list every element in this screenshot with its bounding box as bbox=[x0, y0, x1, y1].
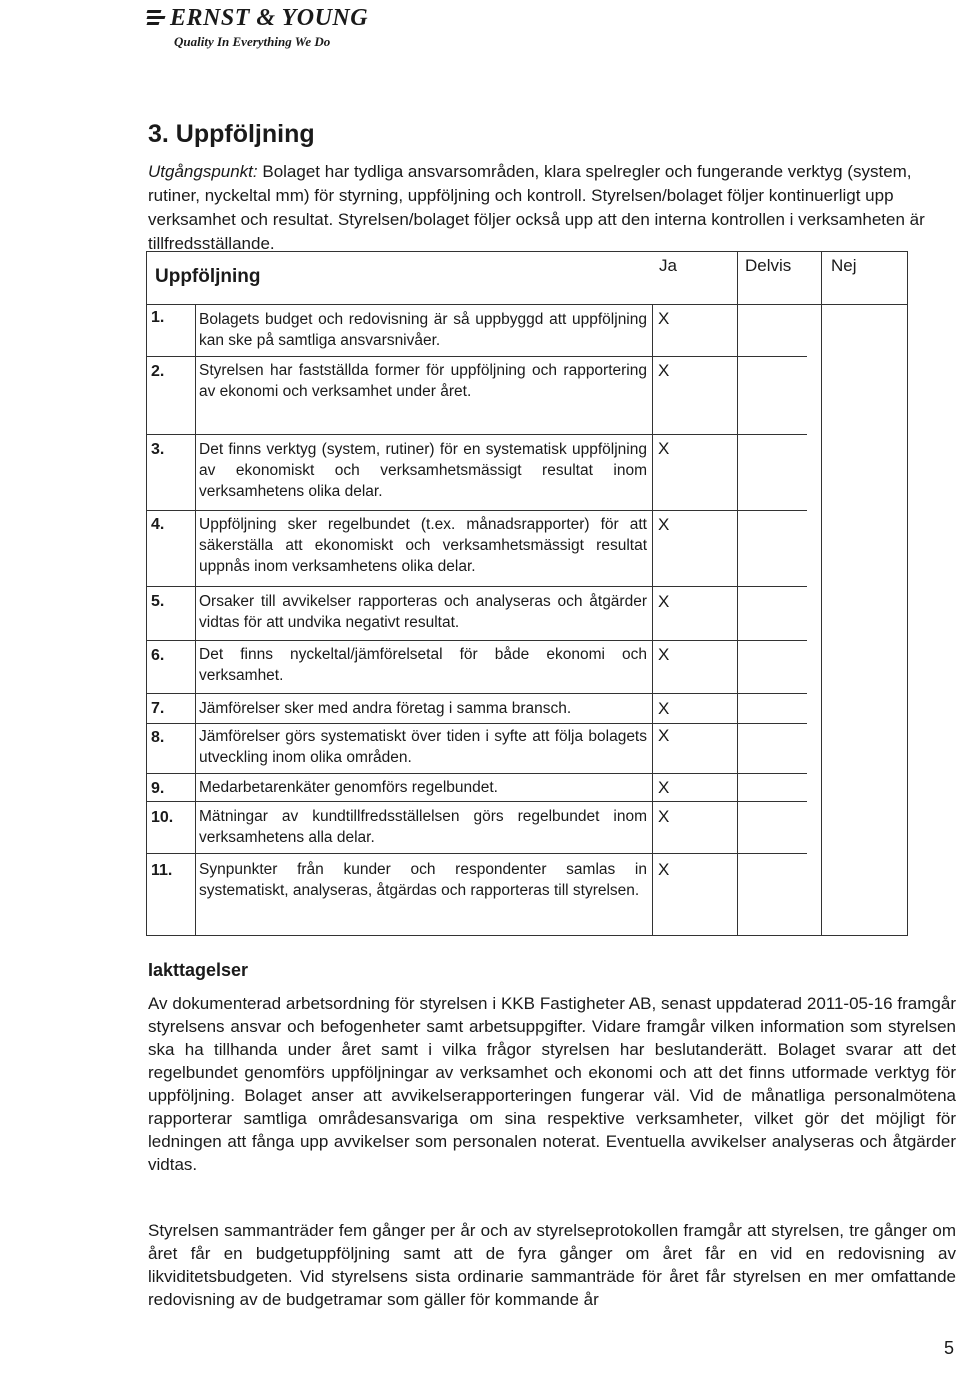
row-text: Medarbetarenkäter genomförs regelbundet. bbox=[199, 779, 498, 796]
row-separator bbox=[147, 723, 807, 724]
header-separator bbox=[147, 304, 907, 305]
row-text: Jämförelser sker med andra företag i samma bransch. bbox=[199, 700, 572, 717]
page-number: 5 bbox=[943, 1338, 954, 1358]
row-number: 1. bbox=[151, 309, 165, 326]
row-mark-ja: X bbox=[658, 645, 670, 664]
row-separator bbox=[147, 356, 807, 357]
row-text: Styrelsen har fastställda former för uppföljning och rapportering av ekonomi och verksamhet under året. bbox=[199, 362, 647, 400]
row-mark-ja: X bbox=[658, 309, 670, 328]
column-header-ja: Ja bbox=[659, 256, 677, 275]
text-column-divider bbox=[652, 304, 653, 935]
row-separator bbox=[147, 693, 807, 694]
row-mark-ja: X bbox=[658, 860, 670, 879]
observations-title: Iakttagelser bbox=[148, 960, 249, 980]
checklist-table bbox=[146, 251, 908, 936]
column-header-nej: Nej bbox=[831, 256, 857, 275]
row-number: 9. bbox=[151, 780, 165, 797]
row-number: 2. bbox=[151, 363, 165, 380]
row-text: Orsaker till avvikelser rapporteras och analyseras och åtgärder vidtas för att undvika negativt resultat. bbox=[199, 593, 647, 631]
logo-bars-icon bbox=[147, 9, 165, 27]
row-text: Synpunkter från kunder och respondenter samlas in systematiskt, analyseras, åtgärdas och rapporteras till styrelsen. bbox=[199, 861, 647, 899]
brand-tagline: Quality In Everything We Do bbox=[174, 34, 331, 49]
observations-paragraph-1: Av dokumenterad arbetsordning för styrelsen i KKB Fastigheter AB, senast uppdaterad 2011-05-16 framgår styrelsens ansvar och befogenheter samt arbetsuppgifter. Vidare framgår vilken information som styrelsen ska ha tillhanda under året samt i vilka frågor styrelsen har beslutanderätt. Bolaget svarar att det regelbundet genomförs uppföljningar av verksamhet och ekonomi och att det finns utformade verktyg för uppföljning. Bolaget anser att avvikelserapporteringen fungerar väl. Vid de månatliga personalmötena rapporterar samtliga områdesansvariga om sina respektive verksamheter, vilket gör det möjligt för ledningen att fånga upp avvikelser som personalen noterat. Eventuella avvikelser analyseras och åtgärder vidtas. bbox=[148, 994, 956, 1174]
intro-text: Bolaget har tydliga ansvarsområden, klara spelregler och fungerande verktyg (system, rutiner, nyckeltal mm) för styrning, uppföljning och kontroll. Styrelsen/bolaget följer kontinuerligt upp verksamhet och resultat. Styrelsen/bolaget följer också upp att den interna kontrollen i verksamheten är tillfredsställande. bbox=[148, 162, 925, 253]
row-text: Uppföljning sker regelbundet (t.ex. månadsrapporter) för att säkerställa att ekonomiskt och verksamhetsmässigt resultat uppnås inom verksamhetens olika delar. bbox=[199, 516, 647, 575]
row-separator bbox=[147, 773, 807, 774]
table-title: Uppföljning bbox=[155, 266, 261, 287]
row-text: Det finns nyckeltal/jämförelsetal för både ekonomi och verksamhet. bbox=[199, 646, 647, 684]
brand-name: ERNST & YOUNG bbox=[170, 5, 369, 31]
company-logo bbox=[147, 6, 407, 50]
row-mark-ja: X bbox=[658, 439, 670, 458]
number-column-divider bbox=[195, 304, 196, 935]
row-separator bbox=[147, 801, 807, 802]
row-number: 3. bbox=[151, 441, 165, 458]
row-number: 7. bbox=[151, 700, 165, 717]
intro-lead: Utgångspunkt: bbox=[148, 162, 258, 181]
row-mark-ja: X bbox=[658, 361, 670, 380]
row-separator bbox=[147, 853, 807, 854]
row-text: Jämförelser görs systematiskt över tiden i syfte att följa bolagets utveckling inom olika områden. bbox=[199, 728, 647, 766]
row-text: Bolagets budget och redovisning är så uppbyggd att uppföljning kan ske på samtliga ansvarsnivåer. bbox=[199, 311, 647, 349]
column-header-delvis: Delvis bbox=[745, 256, 792, 275]
row-number: 11. bbox=[151, 862, 173, 879]
row-number: 6. bbox=[151, 647, 165, 664]
row-number: 5. bbox=[151, 593, 165, 610]
row-separator bbox=[147, 510, 807, 511]
observations-paragraph-2: Styrelsen sammanträder fem gånger per år och av styrelseprotokollen framgår att styrelsen, tre gånger om året får en budgetuppföljning samt att de fyra gånger om året får en vid en redovisning av likviditetsbudgeten. Vid styrelsens sista ordinarie sammanträde för året får styrelsen en mer omfattande redovisning av de budgetramar som gäller för kommande år bbox=[148, 1221, 956, 1309]
row-number: 8. bbox=[151, 729, 165, 746]
row-separator bbox=[147, 640, 807, 641]
delvis-column-divider bbox=[821, 252, 822, 935]
row-separator bbox=[147, 586, 807, 587]
row-mark-ja: X bbox=[658, 515, 670, 534]
row-number: 4. bbox=[151, 516, 165, 533]
row-mark-ja: X bbox=[658, 778, 670, 797]
row-text: Mätningar av kundtillfredsställelsen görs regelbundet inom verksamhetens alla delar. bbox=[199, 808, 647, 846]
row-separator bbox=[147, 434, 807, 435]
row-mark-ja: X bbox=[658, 699, 670, 718]
section-title: 3. Uppföljning bbox=[148, 120, 315, 148]
ja-column-divider bbox=[737, 252, 738, 935]
row-mark-ja: X bbox=[658, 726, 670, 745]
intro-paragraph bbox=[148, 160, 960, 256]
row-mark-ja: X bbox=[658, 592, 670, 611]
row-mark-ja: X bbox=[658, 807, 670, 826]
row-text: Det finns verktyg (system, rutiner) för en systematisk uppföljning av ekonomiskt och verksamhetsmässigt resultat inom verksamhetens olika delar. bbox=[199, 441, 647, 500]
row-number: 10. bbox=[151, 809, 174, 826]
